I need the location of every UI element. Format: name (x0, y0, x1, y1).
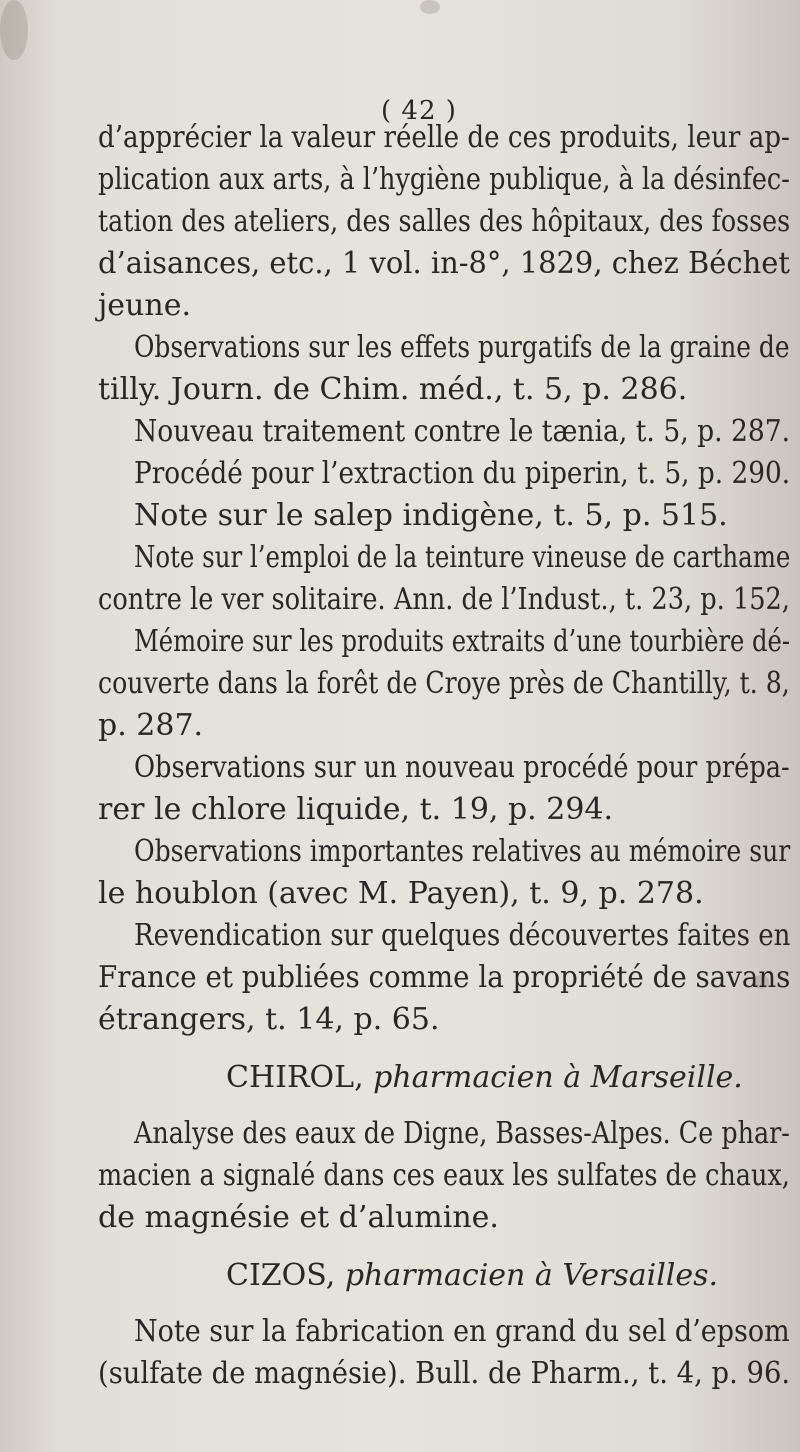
text-line: tilly. Journ. de Chim. méd., t. 5, p. 286. (98, 372, 688, 407)
author-name: CIZOS, (226, 1258, 336, 1293)
text-line: Observations sur les effets purgatifs de la graine de (134, 330, 790, 365)
ink-blot (420, 0, 440, 14)
text-line: couverte dans la forêt de Croye près de Chantilly, t. 8, (98, 666, 790, 701)
text-line: étrangers, t. 14, p. 65. (98, 1002, 440, 1037)
text-line: le houblon (avec M. Payen), t. 9, p. 278. (98, 876, 704, 911)
ink-blot (0, 0, 28, 60)
text-line: contre le ver solitaire. Ann. de l’Indust., t. 23, p. 152, (98, 582, 790, 617)
section-heading-cizos (226, 1258, 718, 1293)
text-line: Nouveau traitement contre le tænia, t. 5, p. 287. (134, 414, 791, 449)
text-line: rer le chlore liquide, t. 19, p. 294. (98, 792, 614, 827)
section-heading-chirol (226, 1060, 743, 1095)
author-role: pharmacien à Marseille. (373, 1060, 743, 1095)
text-line: Observations sur un nouveau procédé pour prépa- (134, 750, 790, 785)
text-line: tation des ateliers, des salles des hôpitaux, des fosses (98, 204, 791, 239)
page-number: ( 42 ) (381, 96, 457, 126)
text-line: plication aux arts, à l’hygiène publique, à la désinfec- (98, 162, 790, 197)
text-line: Revendication sur quelques découvertes faites en (134, 918, 791, 953)
text-line: d’apprécier la valeur réelle de ces produits, leur ap- (98, 120, 790, 155)
text-line: Procédé pour l’extraction du piperin, t. 5, p. 290. (134, 456, 791, 491)
text-line: Observations importantes relatives au mémoire sur (134, 834, 791, 869)
text-line: Note sur le salep indigène, t. 5, p. 515. (134, 498, 728, 533)
text-line: France et publiées comme la propriété de savans (98, 960, 791, 995)
text-line: Mémoire sur les produits extraits d’une tourbière dé- (134, 624, 791, 659)
author-name: CHIROL, (226, 1060, 364, 1095)
text-line: d’aisances, etc., 1 vol. in-8°, 1829, chez Béchet (98, 246, 790, 281)
text-line: jeune. (98, 288, 191, 323)
text-line: de magnésie et d’alumine. (98, 1200, 499, 1235)
author-role: pharmacien à Versailles. (344, 1258, 719, 1293)
text-line: p. 287. (98, 708, 204, 743)
text-line: Note sur la fabrication en grand du sel d’epsom (134, 1314, 790, 1349)
text-line: Analyse des eaux de Digne, Basses-Alpes. Ce phar- (134, 1116, 790, 1151)
text-line: macien a signalé dans ces eaux les sulfates de chaux, (98, 1158, 790, 1193)
text-line: (sulfate de magnésie). Bull. de Pharm., t. 4, p. 96. (98, 1356, 791, 1391)
text-line: Note sur l’emploi de la teinture vineuse de carthame (134, 540, 791, 575)
